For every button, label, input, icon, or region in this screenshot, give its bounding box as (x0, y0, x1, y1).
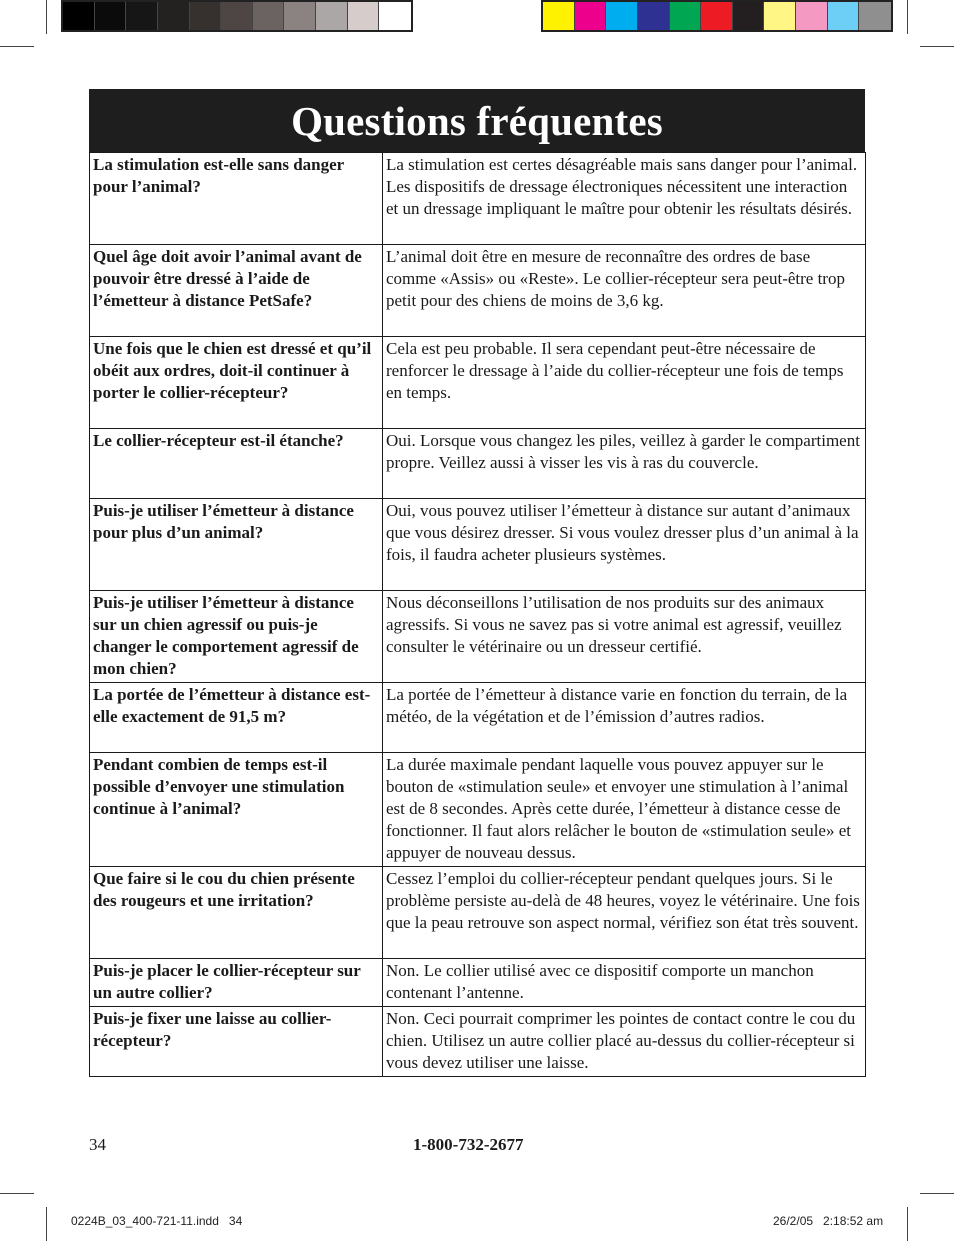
color-swatch (575, 2, 607, 30)
faq-question: Que faire si le cou du chien présente des rougeurs et une irritation? (90, 867, 383, 959)
phone-number: 1-800-732-2677 (413, 1135, 524, 1154)
crop-mark (0, 46, 34, 47)
table-row (90, 337, 866, 429)
table-row (90, 1007, 866, 1077)
color-swatch (379, 2, 411, 30)
crop-mark (46, 0, 47, 34)
color-swatch (63, 2, 95, 30)
crop-mark (920, 46, 954, 47)
crop-mark (907, 0, 908, 34)
faq-question: La stimulation est-elle sans danger pour l’animal? (90, 153, 383, 245)
color-swatch (670, 2, 702, 30)
color-swatch (126, 2, 158, 30)
color-swatch (95, 2, 127, 30)
faq-question: Quel âge doit avoir l’animal avant de pouvoir être dressé à l’aide de l’émetteur à distance PetSafe? (90, 245, 383, 337)
faq-question: Puis-je placer le collier-récepteur sur un autre collier? (90, 959, 383, 1007)
color-swatch (253, 2, 285, 30)
crop-mark (920, 1193, 954, 1194)
table-row (90, 959, 866, 1007)
crop-mark (46, 1207, 47, 1241)
page-number: 34 (89, 1135, 106, 1154)
faq-answer: Oui. Lorsque vous changez les piles, veillez à garder le compartiment propre. Veillez aussi à visser les vis à ras du couvercle. (383, 429, 866, 499)
faq-question: Pendant combien de temps est-il possible d’envoyer une stimulation continue à l’animal? (90, 753, 383, 867)
faq-answer: Non. Ceci pourrait comprimer les pointes de contact contre le cou du chien. Utilisez un autre collier placé au-dessus du collier-récepteur si vous devez utiliser une laisse. (383, 1007, 866, 1077)
faq-question: Puis-je utiliser l’émetteur à distance pour plus d’un animal? (90, 499, 383, 591)
color-swatch (796, 2, 828, 30)
faq-question: Puis-je utiliser l’émetteur à distance sur un chien agressif ou puis-je changer le comportement agressif de mon chien? (90, 591, 383, 683)
faq-answer: Cessez l’emploi du collier-récepteur pendant quelques jours. Si le problème persiste au-delà de 48 heures, voyez le vétérinaire. Une fois que la peau retrouve son aspect normal, vérifiez son état très souvent. (383, 867, 866, 959)
faq-answer: Oui, vous pouvez utiliser l’émetteur à distance sur autant d’animaux que vous désirez dresser. Si vous voulez dresser plus d’un animal à la fois, il faudra acheter plusieurs systèmes. (383, 499, 866, 591)
faq-question: Puis-je fixer une laisse au collier-récepteur? (90, 1007, 383, 1077)
crop-mark (0, 1193, 34, 1194)
table-row (90, 591, 866, 683)
color-swatch (348, 2, 380, 30)
faq-answer: La durée maximale pendant laquelle vous pouvez appuyer sur le bouton de «stimulation seule» et envoyer une stimulation à l’animal est de 8 secondes. Après cette durée, l’émetteur à distance cesse de fonctionner. Il faut alors relâcher le bouton de «stimulation seule» et appuyer de nouveau dessus. (383, 753, 866, 867)
color-swatch (859, 2, 891, 30)
grayscale-calibration-bar (61, 0, 413, 32)
color-swatch (606, 2, 638, 30)
table-row (90, 499, 866, 591)
color-swatch (638, 2, 670, 30)
faq-answer: La portée de l’émetteur à distance varie en fonction du terrain, de la météo, de la végétation et de l’émission d’autres radios. (383, 683, 866, 753)
print-slug-date: 26/2/05 2:18:52 am (773, 1214, 884, 1228)
table-row (90, 245, 866, 337)
color-calibration-bar (541, 0, 893, 32)
faq-question: Le collier-récepteur est-il étanche? (90, 429, 383, 499)
color-swatch (701, 2, 733, 30)
color-swatch (764, 2, 796, 30)
color-swatch (828, 2, 860, 30)
color-swatch (284, 2, 316, 30)
table-row (90, 153, 866, 245)
color-swatch (158, 2, 190, 30)
faq-answer: Cela est peu probable. Il sera cependant peut-être nécessaire de renforcer le dressage à l’aide du collier-récepteur une fois de temps en temps. (383, 337, 866, 429)
page-title: Questions fréquentes (89, 89, 865, 153)
faq-question: Une fois que le chien est dressé et qu’il obéit aux ordres, doit-il continuer à porter le collier-récepteur? (90, 337, 383, 429)
table-row (90, 753, 866, 867)
color-swatch (190, 2, 222, 30)
color-swatch (316, 2, 348, 30)
faq-answer: Non. Le collier utilisé avec ce dispositif comporte un manchon contenant l’antenne. (383, 959, 866, 1007)
table-row (90, 867, 866, 959)
faq-answer: La stimulation est certes désagréable mais sans danger pour l’animal. Les dispositifs de dressage électroniques nécessitent une interaction et un dressage impliquant le maître pour obtenir les résultats désirés. (383, 153, 866, 245)
faq-answer: L’animal doit être en mesure de reconnaître des ordres de base comme «Assis» ou «Reste». Le collier-récepteur sera peut-être trop petit pour des chiens de moins de 3,6 kg. (383, 245, 866, 337)
table-row (90, 429, 866, 499)
table-row (90, 683, 866, 753)
print-slug-file: 0224B_03_400-721-11.indd 34 (71, 1214, 243, 1228)
faq-question: La portée de l’émetteur à distance est-elle exactement de 91,5 m? (90, 683, 383, 753)
faq-table (89, 152, 866, 1077)
color-swatch (543, 2, 575, 30)
faq-answer: Nous déconseillons l’utilisation de nos produits sur des animaux agressifs. Si vous ne savez pas si votre animal est agressif, veuillez consulter le vétérinaire ou un dresseur certifié. (383, 591, 866, 683)
color-swatch (221, 2, 253, 30)
crop-mark (907, 1207, 908, 1241)
color-swatch (733, 2, 765, 30)
